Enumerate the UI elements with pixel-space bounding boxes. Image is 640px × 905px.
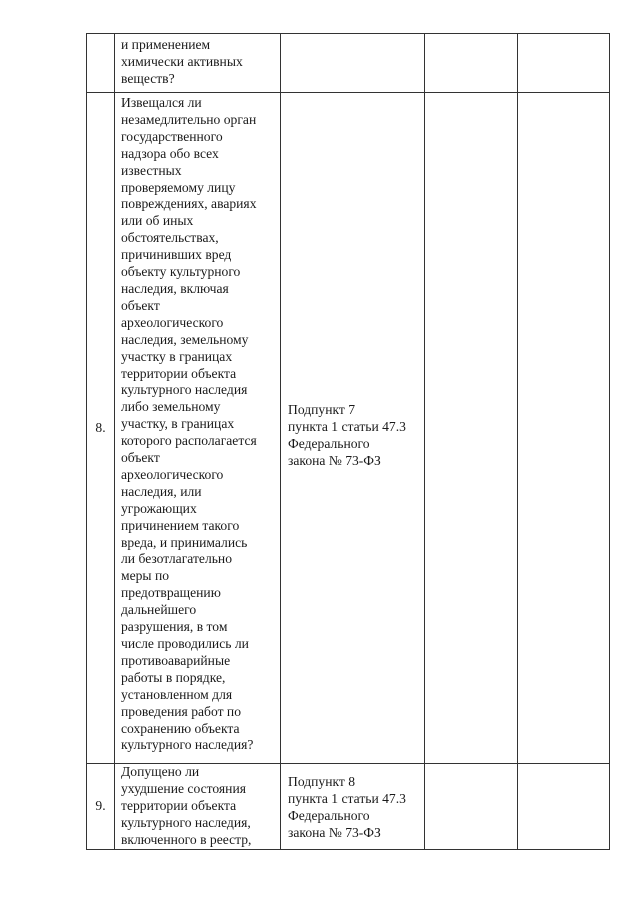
table-row xyxy=(87,34,610,93)
row-number-cell xyxy=(87,764,115,850)
table-row xyxy=(87,93,610,764)
question-cell xyxy=(115,34,281,93)
row-number: 8. xyxy=(95,419,106,435)
answer-cell xyxy=(425,93,518,764)
note-cell xyxy=(518,764,610,850)
legal-reference-text: Подпункт 7 пункта 1 статьи 47.3 Федерального закона № 73-ФЗ xyxy=(288,402,406,468)
question-cell xyxy=(115,93,281,764)
note-cell xyxy=(518,34,610,93)
legal-reference-cell xyxy=(281,764,425,850)
table-row xyxy=(87,764,610,850)
answer-cell xyxy=(425,764,518,850)
question-cell xyxy=(115,764,281,850)
question-text: Допущено ли ухудшение состояния территории объекта культурного наследия, включенного в реестр, xyxy=(121,764,252,847)
legal-reference-text: Подпункт 8 пункта 1 статьи 47.3 Федерального закона № 73-ФЗ xyxy=(288,774,406,840)
row-number-cell xyxy=(87,93,115,764)
legal-reference-cell xyxy=(281,93,425,764)
answer-cell xyxy=(425,34,518,93)
question-text: Извещался ли незамедлительно орган государственного надзора обо всех известных проверяемому лицу повреждениях, авариях или об иных обстоятельствах, причинивших вред объекту культурного наследия, включая объект археологического наследия, земельному участку в границах территории объекта культурного наследия либо земельному участку, в границах которого располагается объект археологического наследия, или угрожающих причинением такого вреда, и принимались ли безотлагательно меры по предотвращению дальнейшего разрушения, в том числе проводились ли противоаварийные работы в порядке, установленном для проведения работ по сохранению объекта культурного наследия? xyxy=(121,95,257,753)
row-number-cell xyxy=(87,34,115,93)
row-number: 9. xyxy=(95,797,106,813)
checklist-table xyxy=(86,33,610,850)
note-cell xyxy=(518,93,610,764)
legal-reference-cell xyxy=(281,34,425,93)
question-text: и применением химически активных веществ? xyxy=(121,37,243,86)
